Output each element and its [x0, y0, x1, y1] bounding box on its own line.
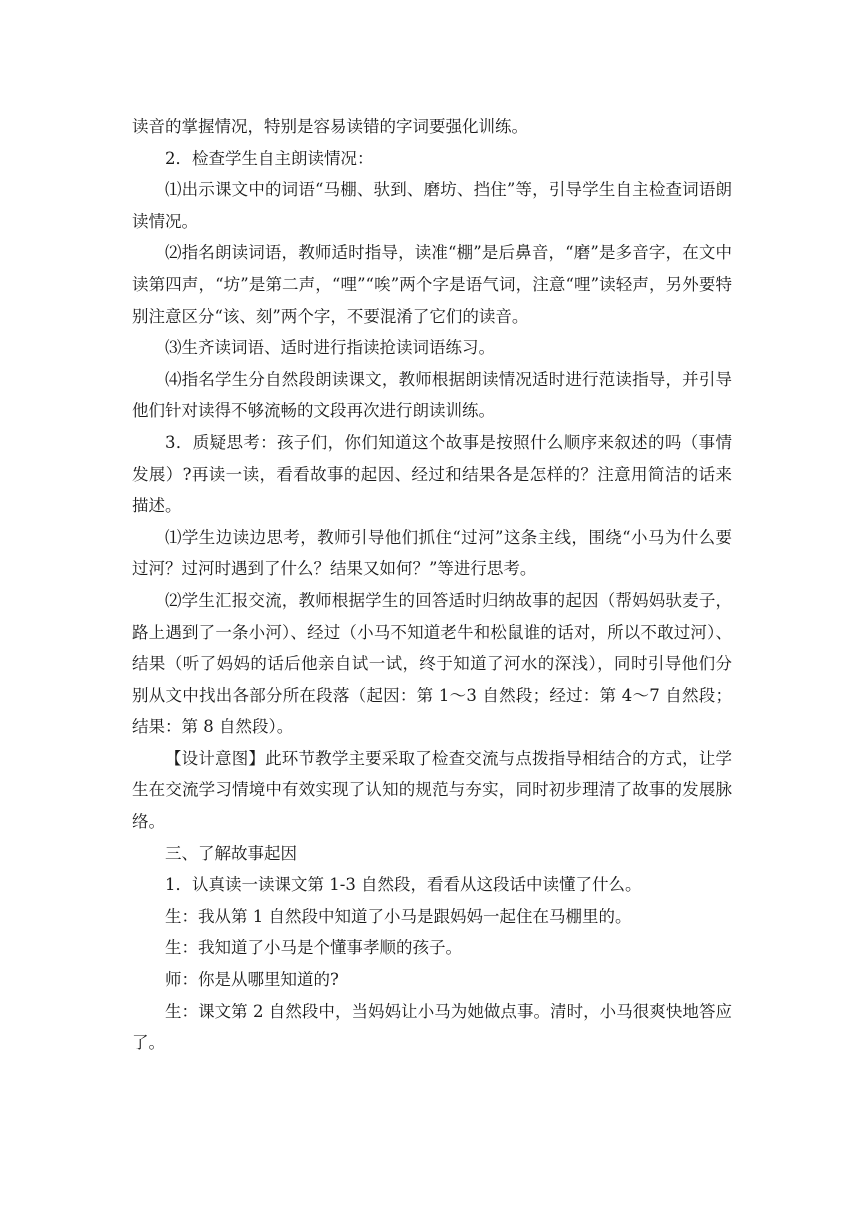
paragraph-design-intent: 【设计意图】此环节教学主要采取了检查交流与点拨指导相结合的方式，让学生在交流学习情境中有效实现了认知的规范与夯实，同时初步理清了故事的发展脉络。	[132, 748, 732, 832]
dialogue-line-student-2: 生：我知道了小马是个懂事孝顺的孩子。	[165, 938, 462, 958]
paragraph-check-reading-heading: 2．检查学生自主朗读情况：	[165, 148, 374, 168]
document-body	[132, 111, 732, 1059]
paragraph-sub-2: ⑵学生汇报交流，教师根据学生的回答适时归纳故事的起因（帮妈妈驮麦子，路上遇到了一条小河）、经过（小马不知道老牛和松鼠谁的话对，所以不敢过河）、结果（听了妈妈的话后他亲自试一试，终于知道了河水的深浅），同时引导他们分别从文中找出各部分所在段落（起因：第 1～3 自然段；经过：第 4～7 自然段；结果：第 8 自然段）。	[132, 590, 732, 737]
section-heading-story-cause: 三、了解故事起因	[165, 843, 297, 863]
paragraph-continuation: 读音的掌握情况，特别是容易读错的字词要强化训练。	[132, 117, 528, 136]
paragraph-step-4: ⑷指名学生分自然段朗读课文，教师根据朗读情况适时进行范读指导，并引导他们针对读得不够流畅的文段再次进行朗读训练。	[132, 369, 732, 421]
paragraph-step-2: ⑵指名朗读词语，教师适时指导，读准“棚”是后鼻音，“磨”是多音字，在文中读第四声，“坊”是第二声，“哩”“唉”两个字是语气词，注意“哩”读轻声，另外要特别注意区分“该、刻”两个字，不要混淆了它们的读音。	[132, 243, 732, 326]
paragraph-step-1: ⑴出示课文中的词语“马棚、驮到、磨坊、挡住”等，引导学生自主检查词语朗读情况。	[132, 180, 732, 231]
paragraph-sub-1: ⑴学生边读边思考，教师引导他们抓住“过河”这条主线，围绕“小马为什么要过河？过河时遇到了什么？结果又如何？”等进行思考。	[132, 527, 732, 579]
dialogue-line-teacher: 师：你是从哪里知道的?	[165, 970, 339, 990]
dialogue-line-student-3: 生：课文第 2 自然段中，当妈妈让小马为她做点事。清时，小马很爽快地答应了。	[132, 1001, 732, 1053]
dialogue-line-student-1: 生：我从第 1 自然段中知道了小马是跟妈妈一起住在马棚里的。	[165, 906, 632, 926]
paragraph-question-thinking: 3．质疑思考：孩子们，你们知道这个故事是按照什么顺序来叙述的吗（事情发展）?再读一读，看看故事的起因、经过和结果各是怎样的？注意用简洁的话来描述。	[132, 432, 732, 516]
paragraph-step-3: ⑶生齐读词语、适时进行指读抢读词语练习。	[165, 338, 495, 358]
paragraph-read-1-3: 1．认真读一读课文第 1-3 自然段，看看从这段话中读懂了什么。	[165, 875, 642, 895]
